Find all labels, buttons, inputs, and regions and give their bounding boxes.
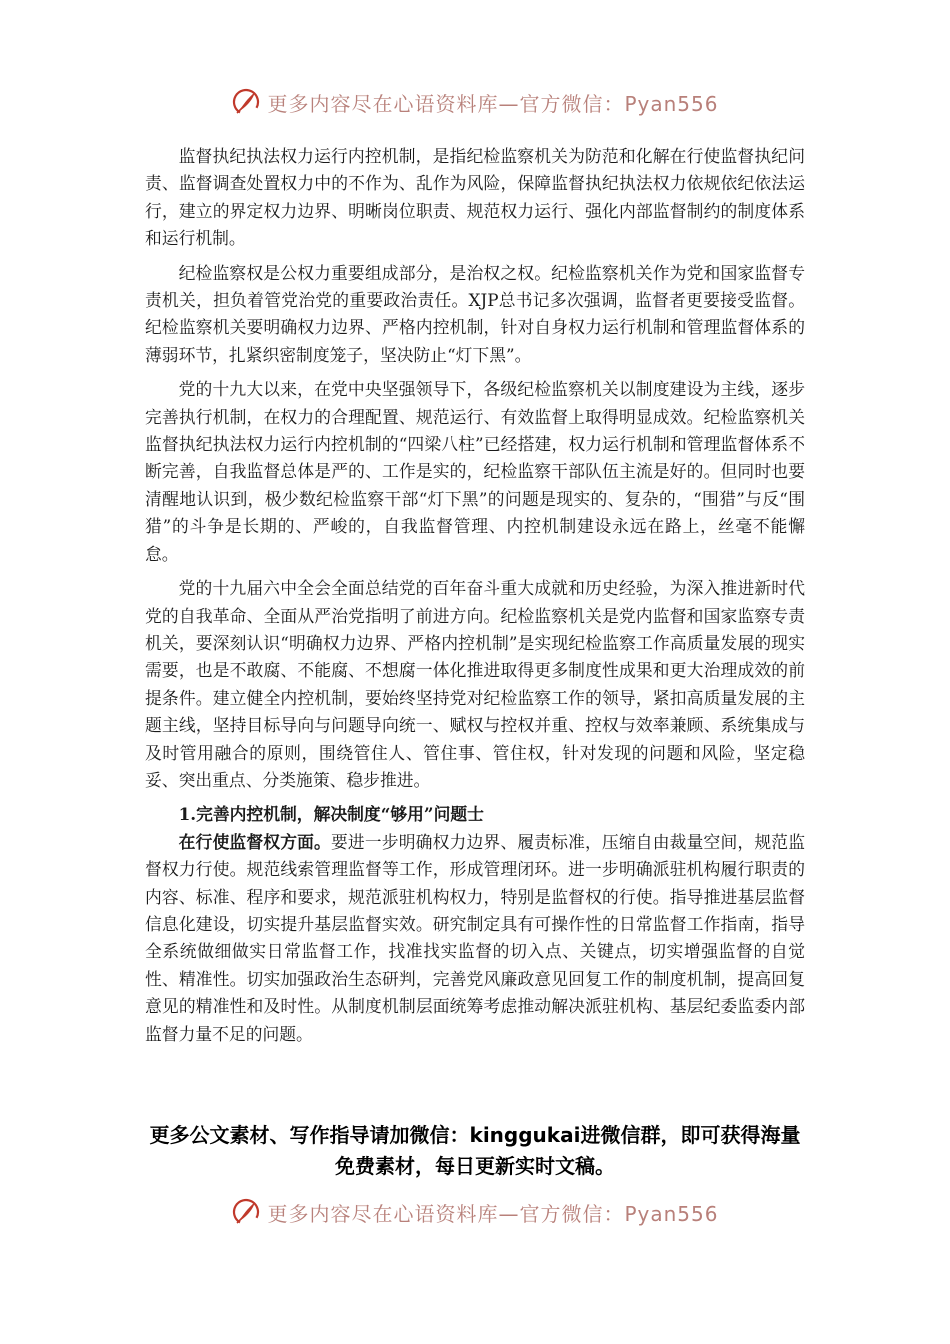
paragraph-2: 纪检监察权是公权力重要组成部分，是治权之权。纪检监察机关作为党和国家监督专责机关，担负着管党治党的重要政治责任。XJP总书记多次强调，监督者更要接受监督。纪检监察机关要明确权力边界、严格内控机制，针对自身权力运行机制和管理监督体系的薄弱环节，扎紧织密制度笼子，坚决防止“灯下黑”。 — [145, 262, 805, 365]
paragraph-1: 监督执纪执法权力运行内控机制，是指纪检监察机关为防范和化解在行使监督执纪问责、监督调查处置权力中的不作为、乱作为风险，保障监督执纪执法权力依规依纪依法运行，建立的界定权力边界、明晰岗位职责、规范权力运行、强化内部监督制约的制度体系和运行机制。 — [145, 146, 805, 249]
paragraph-5 — [145, 829, 805, 1048]
paragraph-3: 党的十九大以来，在党中央坚强领导下，各级纪检监察机关以制度建设为主线，逐步完善执行机制，在权力的合理配置、规范运行、有效监督上取得明显成效。纪检监察机关监督执纪执法权力运行内控机制的“四梁八柱”已经搭建，权力运行机制和管理监督体系不断完善，自我监督总体是严的、工作是实的，纪检监察干部队伍主流是好的。但同时也要清醒地认识到，极少数纪检监察干部“灯下黑”的问题是现实的、复杂的，“围猎”与反“围猎”的斗争是长期的、严峻的，自我监督管理、内控机制建设永远在路上，丝毫不能懈怠。 — [145, 379, 805, 564]
banner-text: 更多内容尽在心语资料库—官方微信：Pyan556 — [267, 91, 719, 116]
footer-banner — [0, 1192, 950, 1232]
paragraph-4: 党的十九届六中全会全面总结党的百年奋斗重大成就和历史经验，为深入推进新时代党的自我革命、全面从严治党指明了前进方向。纪检监察机关是党内监督和国家监察专责机关，要深刻认识“明确权力边界、严格内控机制”是实现纪检监察工作高质量发展的现实需要，也是不敢腐、不能腐、不想腐一体化推进取得更多制度性成果和更大治理成效的前提条件。建立健全内控机制，要始终坚持党对纪检监察工作的领导，紧扣高质量发展的主题主线，坚持目标导向与问题导向统一、赋权与控权并重、控权与效率兼顾、系统集成与及时管用融合的原则，围绕管住人、管住事、管住权，针对发现的问题和风险，坚定稳妥、突出重点、分类施策、稳步推进。 — [145, 578, 805, 790]
header-banner — [0, 82, 950, 122]
quill-pen-logo-icon — [231, 1197, 261, 1227]
banner-text: 更多内容尽在心语资料库—官方微信：Pyan556 — [267, 1201, 719, 1226]
document-body — [145, 143, 805, 1048]
paragraph-lead: 在行使监督权方面。 — [178, 831, 331, 852]
footer-promo-note: 更多公文素材、写作指导请加微信：kinggukai进微信群，即可获得海量免费素材，每日更新实时文稿。 — [149, 1123, 801, 1178]
quill-pen-logo-icon — [231, 87, 261, 117]
paragraph-body: 要进一步明确权力边界、履责标准，压缩自由裁量空间，规范监督权力行使。规范线索管理监督等工作，形成管理闭环。进一步明确派驻机构履行职责的内容、标准、程序和要求，规范派驻机构权力，特别是监督权的行使。指导推进基层监督信息化建设，切实提升基层监督实效。研究制定具有可操作性的日常监督工作指南，指导全系统做细做实日常监督工作，找准找实监督的切入点、关键点，切实增强监督的自觉性、精准性。切实加强政治生态研判，完善党风廉政意见回复工作的制度机制，提高回复意见的精准性和及时性。从制度机制层面统筹考虑推动解决派驻机构、基层纪委监委内部监督力量不足的问题。 — [145, 831, 805, 1044]
section-heading: 1.完善内控机制，解决制度“够用”问题士 — [178, 804, 484, 825]
